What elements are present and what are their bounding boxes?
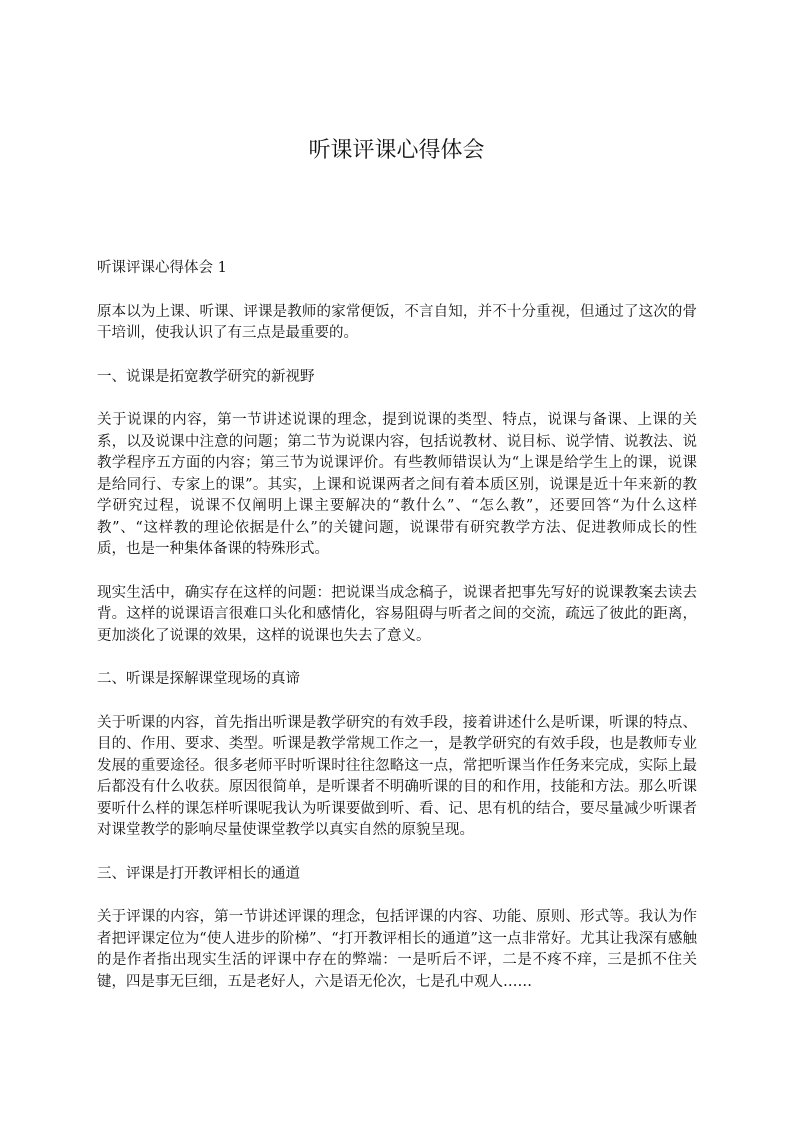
section-1-paragraph-2: 现实生活中，确实存在这样的问题：把说课当成念稿子，说课者把事先写好的说课教案去读去背。这样的说课语言很难口头化和感情化，容易阻碍与听者之间的交流，疏远了彼此的距离，更加淡化了说课的效果，这样的说课也失去了意义。 — [97, 584, 697, 644]
section-1-heading: 一、说课是拓宽教学研究的新视野 — [97, 368, 315, 385]
document-body — [97, 258, 697, 1015]
section-3-heading: 三、评课是打开教评相长的通道 — [97, 865, 300, 882]
section-1-paragraph-1: 关于说课的内容，第一节讲述说课的理念，提到说课的类型、特点，说课与备课、上课的关系，以及说课中注意的问题；第二节为说课内容，包括说教材、说目标、说学情、说教法、说教学程序五方面的内容；第三节为说课评价。有些教师错误认为“上课是给学生上的课，说课是给同行、专家上的课”。其实，上课和说课两者之间有着本质区别，说课是近十年来新的教学研究过程，说课不仅阐明上课主要解决的“教什么”、“怎么教”，还要回答“为什么这样教”、“这样教的理论依据是什么”的关键问题，说课带有研究教学方法、促进教师成长的性质，也是一种集体备课的特殊形式。 — [97, 412, 697, 557]
section-2-paragraph-1: 关于听课的内容，首先指出听课是教学研究的有效手段，接着讲述什么是听课，听课的特点、目的、作用、要求、类型。听课是教学常规工作之一，是教学研究的有效手段，也是教师专业发展的重要途径。很多老师平时听课时往往忽略这一点，常把听课当作任务来完成，实际上最后都没有什么收获。原因很简单，是听课者不明确听课的目的和作用，技能和方法。那么听课要听什么样的课怎样听课呢我认为听课要做到听、看、记、思有机的结合，要尽量减少听课者对课堂教学的影响尽量使课堂教学以真实自然的原貌呈现。 — [97, 714, 697, 838]
section-2-heading: 二、听课是探解课堂现场的真谛 — [97, 671, 300, 687]
section-3-paragraph-1: 关于评课的内容，第一节讲述评课的理念，包括评课的内容、功能、原则、形式等。我认为作者把评课定位为“使人进步的阶梯”、“打开教评相长的通道”这一点非常好。尤其让我深有感触的是作者指出现实生活的评课中存在的弊端：一是听后不评，二是不疼不痒，三是抓不住关键，四是事无巨细，五是老好人，六是语无伦次，七是孔中观人…… — [97, 909, 697, 990]
intro-paragraph: 原本以为上课、听课、评课是教师的家常便饭，不言自知，并不十分重视，但通过了这次的骨干培训，使我认识了有三点是最重要的。 — [97, 303, 697, 341]
document-title: 听课评课心得体会 — [308, 138, 485, 163]
article-subtitle: 听课评课心得体会 1 — [97, 260, 227, 276]
